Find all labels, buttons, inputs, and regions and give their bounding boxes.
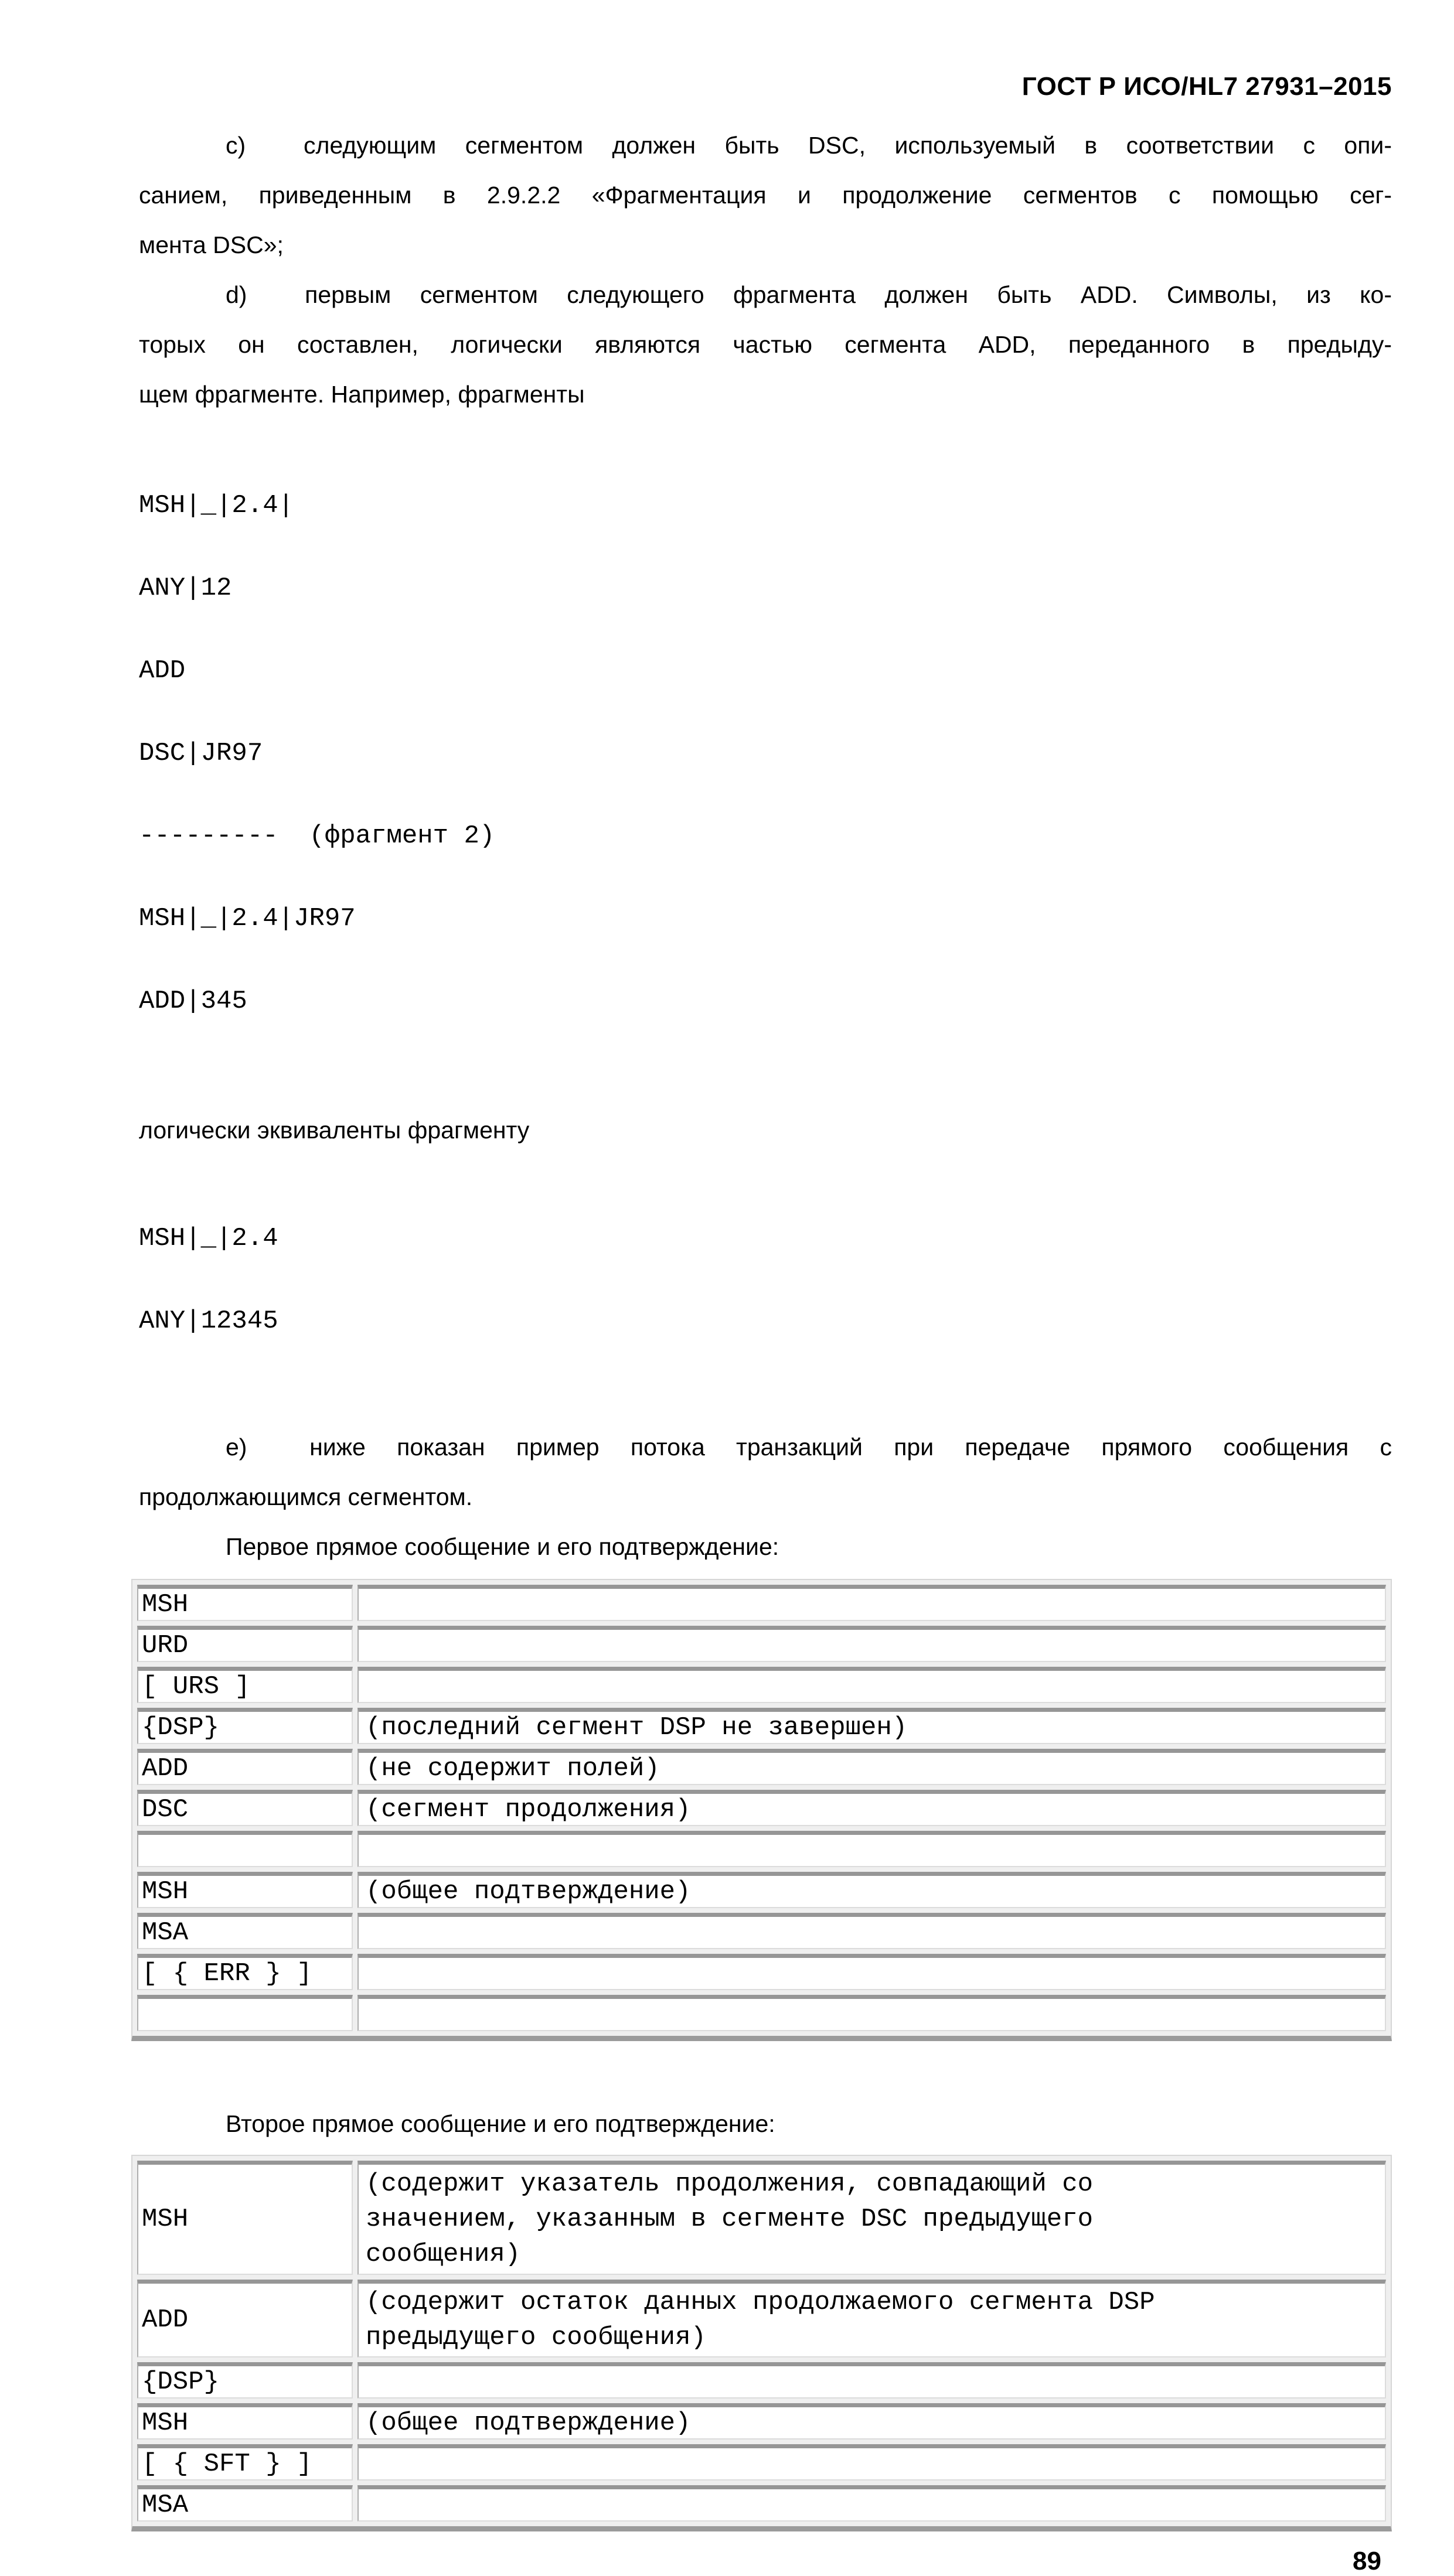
segment-cell: MSH xyxy=(137,1585,353,1621)
comment-cell xyxy=(357,1831,1386,1867)
paragraph-c xyxy=(139,121,1392,270)
comment-cell xyxy=(357,2362,1386,2398)
table-row xyxy=(137,1872,1386,1908)
comment-cell: (содержит остаток данных продолжаемого сегмента DSP предыдущего сообщения) xyxy=(357,2280,1386,2357)
second-message-caption: Второе прямое сообщение и его подтверждение: xyxy=(226,2110,775,2137)
second-message-table xyxy=(131,2155,1392,2531)
comment-cell xyxy=(357,1995,1386,2031)
segment-cell: MSH xyxy=(137,1872,353,1908)
segment-cell: MSH xyxy=(137,2403,353,2439)
segment-cell: {DSP} xyxy=(137,1708,353,1744)
segment-cell: [ { SFT } ] xyxy=(137,2444,353,2481)
segment-cell xyxy=(137,1831,353,1867)
comment-cell: (общее подтверждение) xyxy=(357,1872,1386,1908)
code-line: ANY|12345 xyxy=(139,1306,278,1336)
table-row xyxy=(137,2403,1386,2439)
comment-cell xyxy=(357,1954,1386,1990)
table-row xyxy=(137,2444,1386,2481)
comment-cell xyxy=(357,2485,1386,2522)
code-line: ANY|12 xyxy=(139,574,232,603)
comment-cell xyxy=(357,1585,1386,1621)
paragraph-e-line-2: продолжающимся сегментом. xyxy=(139,1483,473,1510)
comment-cell xyxy=(357,1626,1386,1662)
table-row xyxy=(137,1585,1386,1621)
code-line: MSH|_|2.4 xyxy=(139,1224,278,1253)
paragraph-e-line-1: e) ниже показан пример потока транзакций при передаче прямого сообщения с xyxy=(226,1434,1392,1461)
paragraph-e xyxy=(139,1422,1392,1522)
code-line: DSC|JR97 xyxy=(139,739,263,768)
table-row xyxy=(137,1995,1386,2031)
segment-cell xyxy=(137,1995,353,2031)
table-row xyxy=(137,1667,1386,1703)
code-line: MSH|_|2.4|JR97 xyxy=(139,904,356,933)
table-row xyxy=(137,1913,1386,1949)
table-row xyxy=(137,1749,1386,1785)
code-line: ADD xyxy=(139,656,186,685)
table-row xyxy=(137,2485,1386,2522)
table-row xyxy=(137,1790,1386,1826)
segment-cell: ADD xyxy=(137,2280,353,2357)
paragraph-d-line-1: d) первым сегментом следующего фрагмента должен быть ADD. Символы, из ко- xyxy=(226,281,1392,308)
segment-cell: {DSP} xyxy=(137,2362,353,2398)
first-message-caption: Первое прямое сообщение и его подтверждение: xyxy=(226,1533,779,1560)
comment-cell: (последний сегмент DSP не завершен) xyxy=(357,1708,1386,1744)
paragraph-c-line-3: мента DSC»; xyxy=(139,231,284,258)
table-row xyxy=(137,2362,1386,2398)
paragraph-d-line-2: торых он составлен, логически являются частью сегмента ADD, переданного в предыду- xyxy=(139,331,1392,358)
table-row xyxy=(137,2161,1386,2275)
comment-cell: (сегмент продолжения) xyxy=(357,1790,1386,1826)
equivalent-fragment-label: логически эквиваленты фрагменту xyxy=(139,1117,530,1144)
segment-cell: MSH xyxy=(137,2161,353,2275)
table-row xyxy=(137,1954,1386,1990)
comment-cell: (общее подтверждение) xyxy=(357,2403,1386,2439)
segment-cell: MSA xyxy=(137,1913,353,1949)
table-row xyxy=(137,2280,1386,2357)
segment-cell: ADD xyxy=(137,1749,353,1785)
first-message-table xyxy=(131,1579,1392,2041)
code-fragment-example-1 xyxy=(139,437,1392,1070)
table-row xyxy=(137,1708,1386,1744)
comment-cell xyxy=(357,1913,1386,1949)
comment-cell xyxy=(357,1667,1386,1703)
segment-cell: [ { ERR } ] xyxy=(137,1954,353,1990)
segment-cell: [ URS ] xyxy=(137,1667,353,1703)
code-line: ADD|345 xyxy=(139,987,247,1016)
paragraph-c-line-2: санием, приведенным в 2.9.2.2 «Фрагментация и продолжение сегментов с помощью сег- xyxy=(139,182,1392,209)
comment-cell xyxy=(357,2444,1386,2481)
comment-cell: (не содержит полей) xyxy=(357,1749,1386,1785)
code-line: --------- (фрагмент 2) xyxy=(139,821,495,851)
page-header: ГОСТ Р ИСО/HL7 27931–2015 xyxy=(1021,72,1392,101)
segment-cell: DSC xyxy=(137,1790,353,1826)
comment-cell: (содержит указатель продолжения, совпадающий со значением, указанным в сегменте DSC предыдущего сообщения) xyxy=(357,2161,1386,2275)
table-row xyxy=(137,1831,1386,1867)
segment-cell: MSA xyxy=(137,2485,353,2522)
page-number: 89 xyxy=(1353,2547,1381,2575)
code-fragment-example-2 xyxy=(139,1170,1392,1390)
table-row xyxy=(137,1626,1386,1662)
paragraph-d xyxy=(139,270,1392,419)
paragraph-c-line-1: c) следующим сегментом должен быть DSC, используемый в соответствии с опи- xyxy=(226,132,1392,159)
paragraph-d-line-3: щем фрагменте. Например, фрагменты xyxy=(139,381,585,408)
segment-cell: URD xyxy=(137,1626,353,1662)
code-line: MSH|_|2.4| xyxy=(139,491,294,520)
